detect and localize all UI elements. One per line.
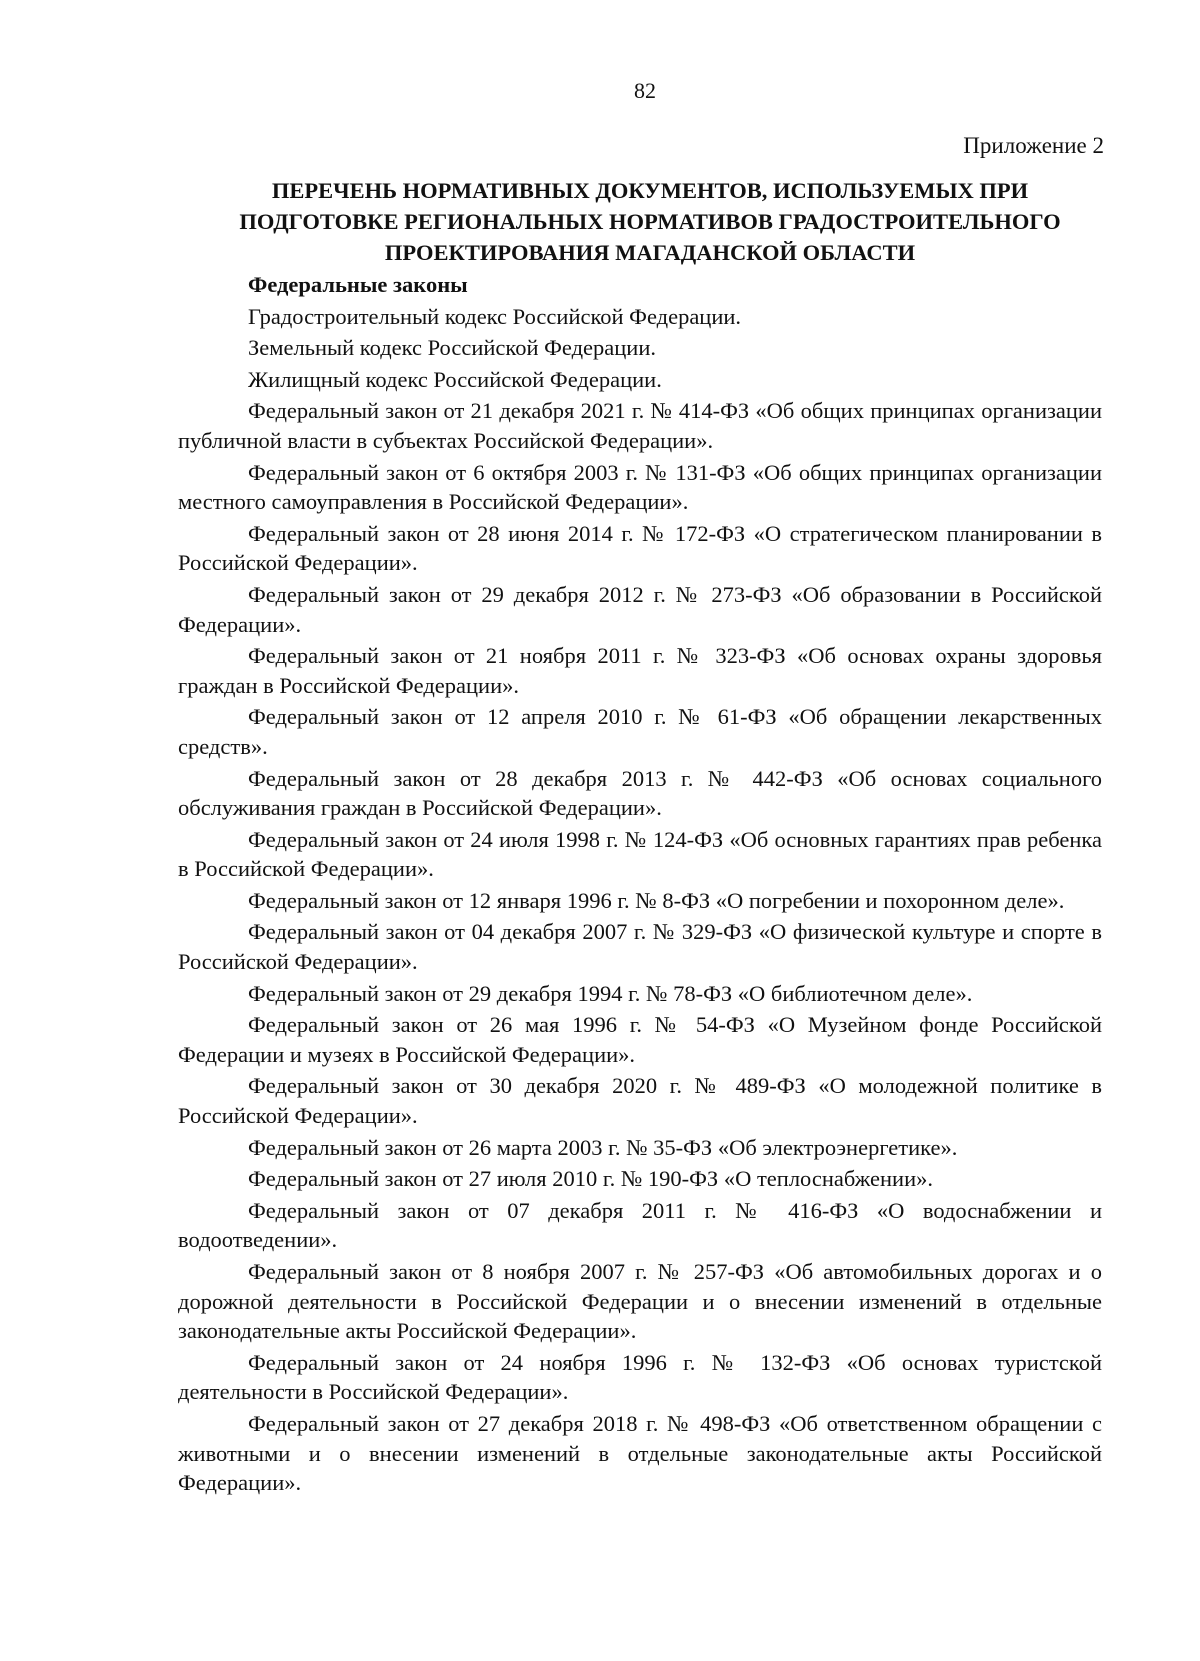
- list-item: Федеральный закон от 27 июля 2010 г. № 190-ФЗ «О теплоснабжении».: [248, 1166, 933, 1192]
- title-line: ПРОЕКТИРОВАНИЯ МАГАДАНСКОЙ ОБЛАСТИ: [384, 240, 916, 265]
- list-item: Федеральный закон от 28 июня 2014 г. № 172-ФЗ «О стратегическом планировании в Российской Федерации».: [178, 520, 1102, 576]
- title-line: ПОДГОТОВКЕ РЕГИОНАЛЬНЫХ НОРМАТИВОВ ГРАДОСТРОИТЕЛЬНОГО: [239, 209, 1061, 234]
- list-item: Жилищный кодекс Российской Федерации.: [248, 366, 662, 392]
- list-item: Федеральный закон от 12 января 1996 г. № 8-ФЗ «О погребении и похоронном деле».: [248, 887, 1065, 913]
- section-heading: Федеральные законы: [248, 272, 468, 297]
- list-item: Федеральный закон от 26 мая 1996 г. № 54-ФЗ «О Музейном фонде Российской Федерации и музеях в Российской Федерации».: [178, 1012, 1102, 1067]
- title-line: ПЕРЕЧЕНЬ НОРМАТИВНЫХ ДОКУМЕНТОВ, ИСПОЛЬЗУЕМЫХ ПРИ: [271, 178, 1029, 203]
- list-item: Федеральный закон от 27 декабря 2018 г. № 498-ФЗ «Об ответственном обращении с животными и о внесении изменений в отдельные законодательные акты Российской Федерации».: [178, 1410, 1102, 1496]
- list-item: Федеральный закон от 26 марта 2003 г. № 35-ФЗ «Об электроэнергетике».: [248, 1134, 958, 1160]
- list-item: Федеральный закон от 28 декабря 2013 г. № 442-ФЗ «Об основах социального обслуживания граждан в Российской Федерации».: [178, 765, 1102, 821]
- list-item: Федеральный закон от 24 июля 1998 г. № 124-ФЗ «Об основных гарантиях прав ребенка в Российской Федерации».: [178, 826, 1102, 882]
- list-item: Федеральный закон от 12 апреля 2010 г. № 61-ФЗ «Об обращении лекарственных средств».: [178, 704, 1102, 759]
- list-item: Федеральный закон от 29 декабря 1994 г. № 78-ФЗ «О библиотечном деле».: [248, 980, 973, 1006]
- list-item: Земельный кодекс Российской Федерации.: [248, 335, 656, 361]
- list-item: Федеральный закон от 29 декабря 2012 г. № 273-ФЗ «Об образовании в Российской Федерации».: [178, 581, 1102, 637]
- list-item: Федеральный закон от 30 декабря 2020 г. № 489-ФЗ «О молодежной политике в Российской Федерации».: [178, 1073, 1102, 1129]
- list-item: Федеральный закон от 21 декабря 2021 г. № 414-ФЗ «Об общих принципах организации публичной власти в субъектах Российской Федерации».: [178, 398, 1102, 453]
- list-item: Федеральный закон от 07 декабря 2011 г. № 416-ФЗ «О водоснабжении и водоотведении».: [178, 1197, 1102, 1253]
- list-item: Федеральный закон от 6 октября 2003 г. № 131-ФЗ «Об общих принципах организации местного самоуправления в Российской Федерации».: [178, 459, 1102, 515]
- list-item: Градостроительный кодекс Российской Федерации.: [248, 303, 742, 329]
- list-item: Федеральный закон от 8 ноября 2007 г. № 257-ФЗ «Об автомобильных дорогах и о дорожной деятельности в Российской Федерации и о внесении изменений в отдельные законодательные акты Российской Федерации».: [178, 1259, 1102, 1344]
- list-item: Федеральный закон от 24 ноября 1996 г. № 132-ФЗ «Об основах туристской деятельности в Российской Федерации».: [178, 1349, 1102, 1405]
- document-body: [178, 270, 1102, 1500]
- appendix-label: Приложение 2: [963, 133, 1104, 158]
- list-item: Федеральный закон от 04 декабря 2007 г. № 329-ФЗ «О физической культуре и спорте в Российской Федерации».: [178, 919, 1102, 975]
- document-title: [170, 175, 1130, 268]
- page-number: 82: [634, 78, 656, 103]
- list-item: Федеральный закон от 21 ноября 2011 г. № 323-ФЗ «Об основах охраны здоровья граждан в Российской Федерации».: [178, 643, 1102, 698]
